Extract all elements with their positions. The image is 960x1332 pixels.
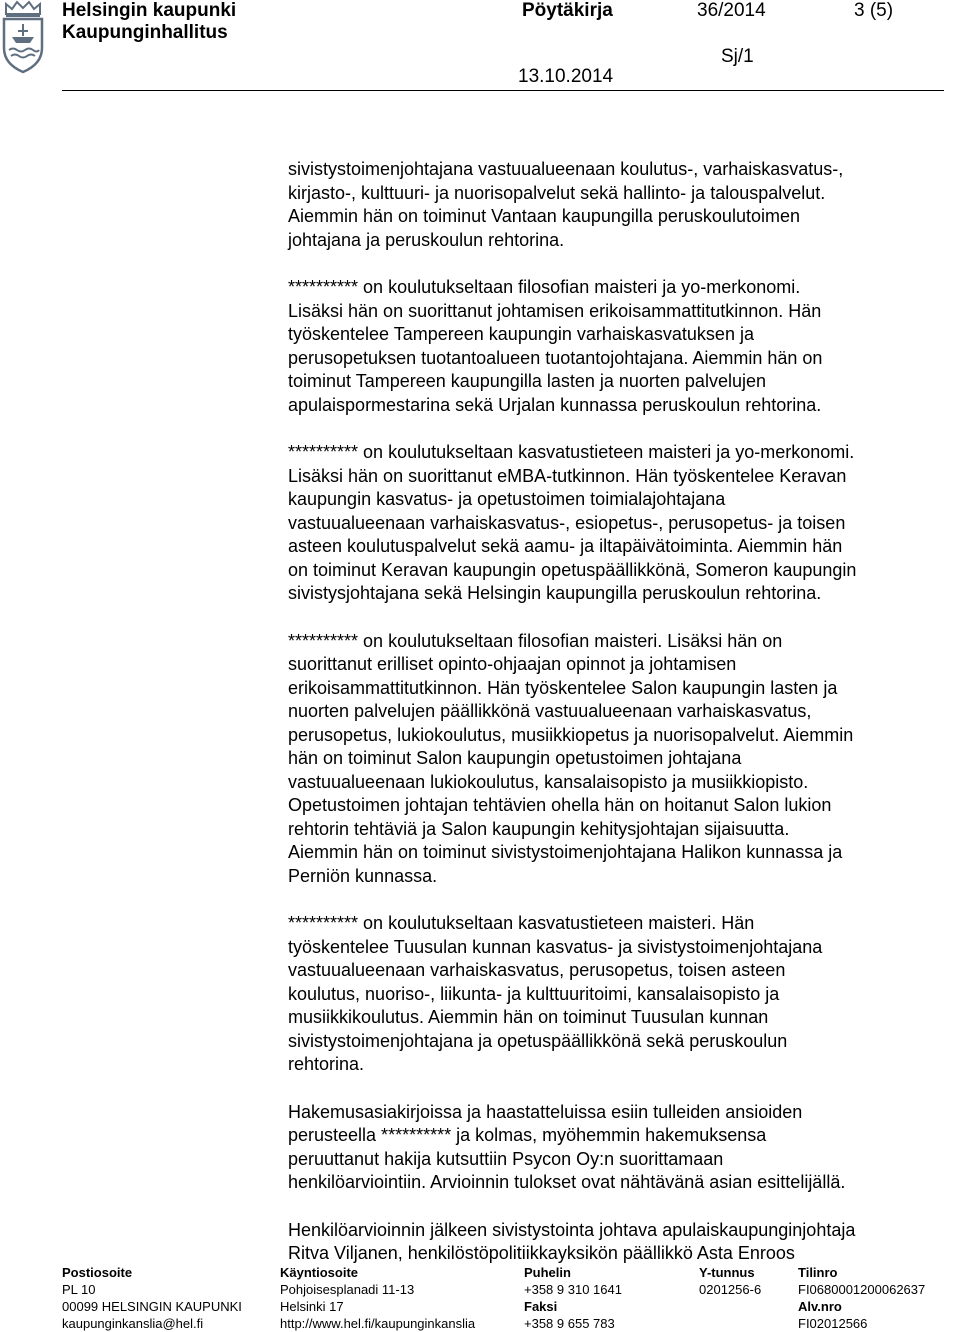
paragraph-5: ********** on koulutukseltaan kasvatustieteen maisteri. Hän työskentelee Tuusulan kunnan kasvatus- ja sivistystoimenjohtajana vastuualueenaan varhaiskasvatus, perusopetus, toisen asteen koulutus, nuoriso-, liikunta- ja kulttuuritoimi, kansalaisopisto ja musiikkikoulutus. Aiemmin hän on toiminut Tuusulan kunnan sivistystoimenjohtajana ja opetuspäällikkönä sekä peruskoulun rehtorina. bbox=[288, 913, 823, 1074]
document-body bbox=[288, 158, 948, 1290]
footer-website-link[interactable]: http://www.hel.fi/kaupunginkanslia bbox=[280, 1316, 476, 1331]
footer-visiting-address bbox=[280, 1264, 475, 1332]
footer-visiting-line: Pohjoisesplanadi 11-13 bbox=[280, 1282, 415, 1297]
page-footer bbox=[62, 1264, 942, 1332]
footer-postal-line: PL 10 bbox=[62, 1282, 96, 1297]
section-number: Sj/1 bbox=[721, 46, 754, 67]
footer-phone-value: +358 9 310 1641 bbox=[524, 1282, 622, 1297]
footer-vat-heading: Alv.nro bbox=[798, 1299, 842, 1314]
organization-name bbox=[62, 0, 236, 44]
footer-account-heading: Tilinro bbox=[798, 1265, 838, 1280]
footer-fax-value: +358 9 655 783 bbox=[524, 1316, 615, 1331]
footer-postal-line: 00099 HELSINGIN KAUPUNKI bbox=[62, 1299, 242, 1314]
document-type: Pöytäkirja bbox=[522, 0, 613, 21]
footer-business-id-heading: Y-tunnus bbox=[699, 1265, 755, 1280]
footer-business-id-value: 0201256-6 bbox=[699, 1282, 762, 1297]
footer-email-link[interactable]: kaupunginkanslia@hel.fi bbox=[62, 1316, 204, 1331]
paragraph-3: ********** on koulutukseltaan kasvatustieteen maisteri ja yo-merkonomi. Lisäksi hän on suorittanut eMBA-tutkinnon. Hän työskentelee Keravan kaupungin kasvatus- ja opetustoimen toimialajohtajana vastuualueenaan varhaiskasvatus-, esiopetus-, perusopetus- ja toisen asteen koulutuspalvelut sekä aamu- ja iltapäivätoiminta. Aiemmin hän on toiminut Keravan kaupungin opetuspäällikkönä, Someron kaupungin sivistysjohtajana sekä Helsingin kaupungilla peruskoulun rehtorina. bbox=[288, 442, 857, 603]
footer-business-id bbox=[699, 1264, 761, 1298]
page-number: 3 (5) bbox=[854, 0, 894, 21]
meeting-date: 13.10.2014 bbox=[518, 66, 614, 87]
organization-city: Helsingin kaupunki bbox=[62, 0, 237, 21]
organization-body: Kaupunginhallitus bbox=[62, 22, 228, 43]
footer-postal-heading: Postiosoite bbox=[62, 1265, 133, 1280]
paragraph-4: ********** on koulutukseltaan filosofian maisteri. Lisäksi hän on suorittanut erilliset opinto-ohjaajan opinnot ja johtamisen erikoisammattitutkinnon. Hän työskentelee Salon kaupungin lasten ja nuorten palvelujen päällikkönä vastuualueenaan varhaiskasvatus, perusopetus, lukiokoulutus, musiikkiopetus ja nuorisopalvelut. Aiemmin hän on toiminut Salon kaupungin opetustoimen johtajana vastuualueenaan lukiokoulutus, kansalaisopisto ja musiikkiopisto. Opetustoimen johtajan tehtävien ohella hän on hoitanut Salon lukion rehtorin tehtäviä ja Salon kaupungin kehitysjohtajan sijaisuutta. Aiemmin hän on toiminut sivistystoimenjohtajana Halikon kunnassa ja Perniön kunnassa. bbox=[288, 630, 854, 886]
footer-account-value: FI0680001200062637 bbox=[798, 1282, 926, 1297]
paragraph-2: ********** on koulutukseltaan filosofian maisteri ja yo-merkonomi. Lisäksi hän on suorittanut johtamisen erikoisammattitutkinnon. Hän työskentelee Tampereen kaupungin varhaiskasvatuksen ja perusopetuksen tuotantoalueen tuotantojohtajana. Aiemmin hän on toiminut Tampereen kaupungilla lasten ja nuorten palvelujen apulaispormestarina sekä Urjalan kunnassa peruskoulun rehtorina. bbox=[288, 277, 823, 415]
footer-visiting-heading: Käyntiosoite bbox=[280, 1265, 359, 1280]
footer-vat-value: FI02012566 bbox=[798, 1316, 868, 1331]
footer-phone bbox=[524, 1264, 622, 1332]
footer-phone-heading: Puhelin bbox=[524, 1265, 571, 1280]
footer-postal-address bbox=[62, 1264, 242, 1332]
footer-visiting-line: Helsinki 17 bbox=[280, 1299, 344, 1314]
paragraph-1: sivistystoimenjohtajana vastuualueenaan koulutus-, varhaiskasvatus-, kirjasto-, kulttuuri- ja nuorisopalvelut sekä hallinto- ja talouspalvelut. Aiemmin hän on toiminut Vantaan kaupungilla peruskoulutoimen johtajana ja peruskoulun rehtorina. bbox=[288, 159, 844, 250]
paragraph-6: Hakemusasiakirjoissa ja haastatteluissa esiin tulleiden ansioiden perusteella ********** ja kolmas, myöhemmin hakemuksensa peruuttanut hakija kutsuttiin Psycon Oy:n suorittamaan henkilöarviointiin. Arvioinnin tulokset ovat nähtävänä asian esittelijällä. bbox=[288, 1101, 846, 1192]
paragraph-7: Henkilöarvioinnin jälkeen sivistystointa johtava apulaiskaupunginjohtaja Ritva Viljanen, henkilöstöpolitiikkayksikön päällikkö Asta Enroos bbox=[288, 1219, 856, 1263]
footer-account bbox=[798, 1264, 925, 1332]
meeting-number: 36/2014 bbox=[697, 0, 766, 21]
helsinki-coat-of-arms-icon bbox=[0, 0, 46, 74]
footer-fax-heading: Faksi bbox=[524, 1299, 558, 1314]
header-divider bbox=[62, 90, 944, 91]
